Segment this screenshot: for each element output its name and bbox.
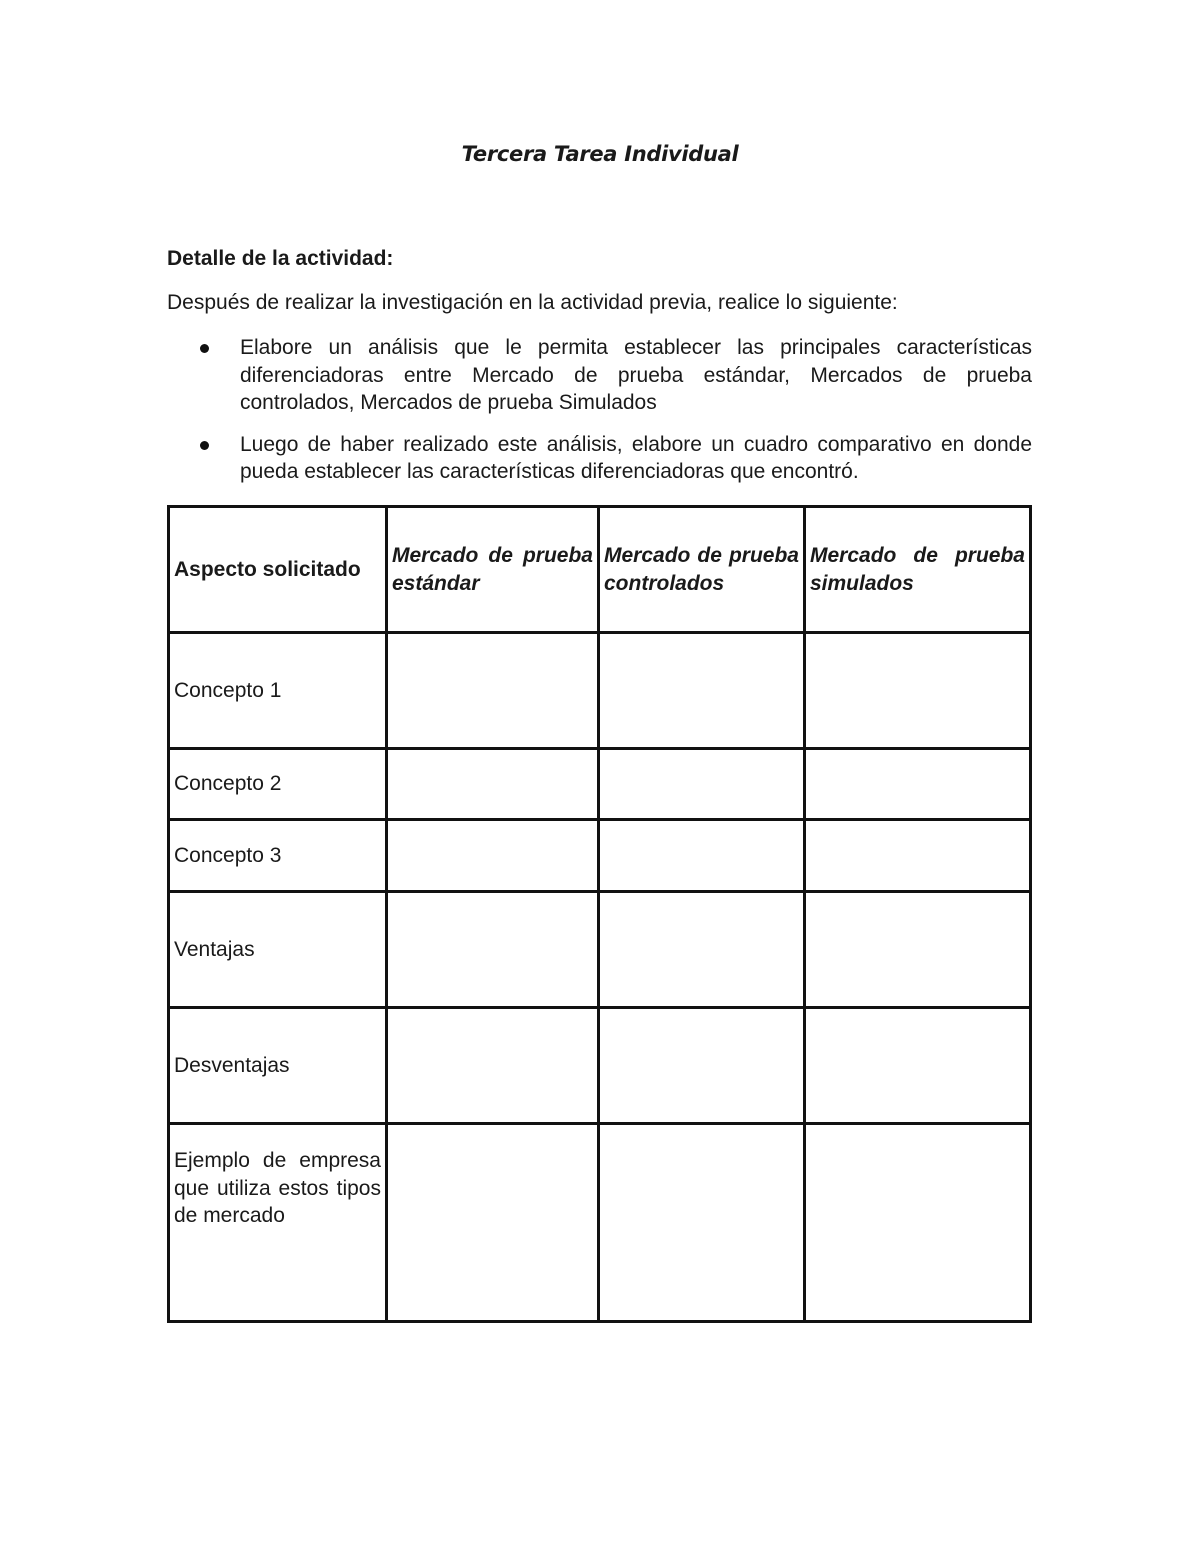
empty-cell[interactable] [805, 820, 1031, 892]
empty-cell[interactable] [805, 633, 1031, 749]
instruction-list [196, 334, 1032, 500]
empty-cell[interactable] [805, 749, 1031, 820]
empty-cell[interactable] [599, 633, 805, 749]
row-label-cell: Concepto 1 [169, 633, 387, 749]
list-item-text: Elabore un análisis que le permita establecer las principales características diferenciadoras entre Mercado de prueba estándar, Mercados de prueba controlados, Mercados de prueba Simulados [240, 336, 1032, 414]
empty-cell[interactable] [387, 633, 599, 749]
list-item [196, 431, 1032, 486]
empty-cell[interactable] [387, 749, 599, 820]
row-label-cell: Ventajas [169, 892, 387, 1008]
empty-cell[interactable] [805, 892, 1031, 1008]
table-row [169, 892, 1031, 1008]
empty-cell[interactable] [599, 892, 805, 1008]
row-label-cell: Desventajas [169, 1008, 387, 1124]
row-label-cell: Concepto 3 [169, 820, 387, 892]
empty-cell[interactable] [387, 1124, 599, 1322]
empty-cell[interactable] [805, 1008, 1031, 1124]
header-cell-aspect: Aspecto solicitado [169, 507, 387, 633]
empty-cell[interactable] [599, 1124, 805, 1322]
table-header-row [169, 507, 1031, 633]
table-row [169, 820, 1031, 892]
empty-cell[interactable] [805, 1124, 1031, 1322]
table-row [169, 1124, 1031, 1322]
table-row [169, 633, 1031, 749]
bullet-icon [200, 344, 209, 353]
table-row [169, 1008, 1031, 1124]
empty-cell[interactable] [599, 1008, 805, 1124]
comparison-table [167, 505, 1032, 1323]
header-cell-controlled: Mercado de prueba controlados [599, 507, 805, 633]
header-cell-simulated: Mercado de prueba simulados [805, 507, 1031, 633]
bullet-icon [200, 441, 209, 450]
row-label-cell: Ejemplo de empresa que utiliza estos tipos de mercado [169, 1124, 387, 1322]
section-heading: Detalle de la actividad: [167, 247, 394, 270]
table-row [169, 749, 1031, 820]
page-title: Tercera Tarea Individual [461, 142, 739, 166]
list-item-text: Luego de haber realizado este análisis, elabore un cuadro comparativo en donde pueda establecer las características diferenciadoras que encontró. [240, 432, 1032, 483]
empty-cell[interactable] [387, 1008, 599, 1124]
empty-cell[interactable] [599, 820, 805, 892]
list-item [196, 334, 1032, 417]
header-cell-standard: Mercado de prueba estándar [387, 507, 599, 633]
empty-cell[interactable] [387, 820, 599, 892]
row-label-cell: Concepto 2 [169, 749, 387, 820]
empty-cell[interactable] [387, 892, 599, 1008]
empty-cell[interactable] [599, 749, 805, 820]
intro-paragraph: Después de realizar la investigación en la actividad previa, realice lo siguiente: [167, 291, 898, 314]
